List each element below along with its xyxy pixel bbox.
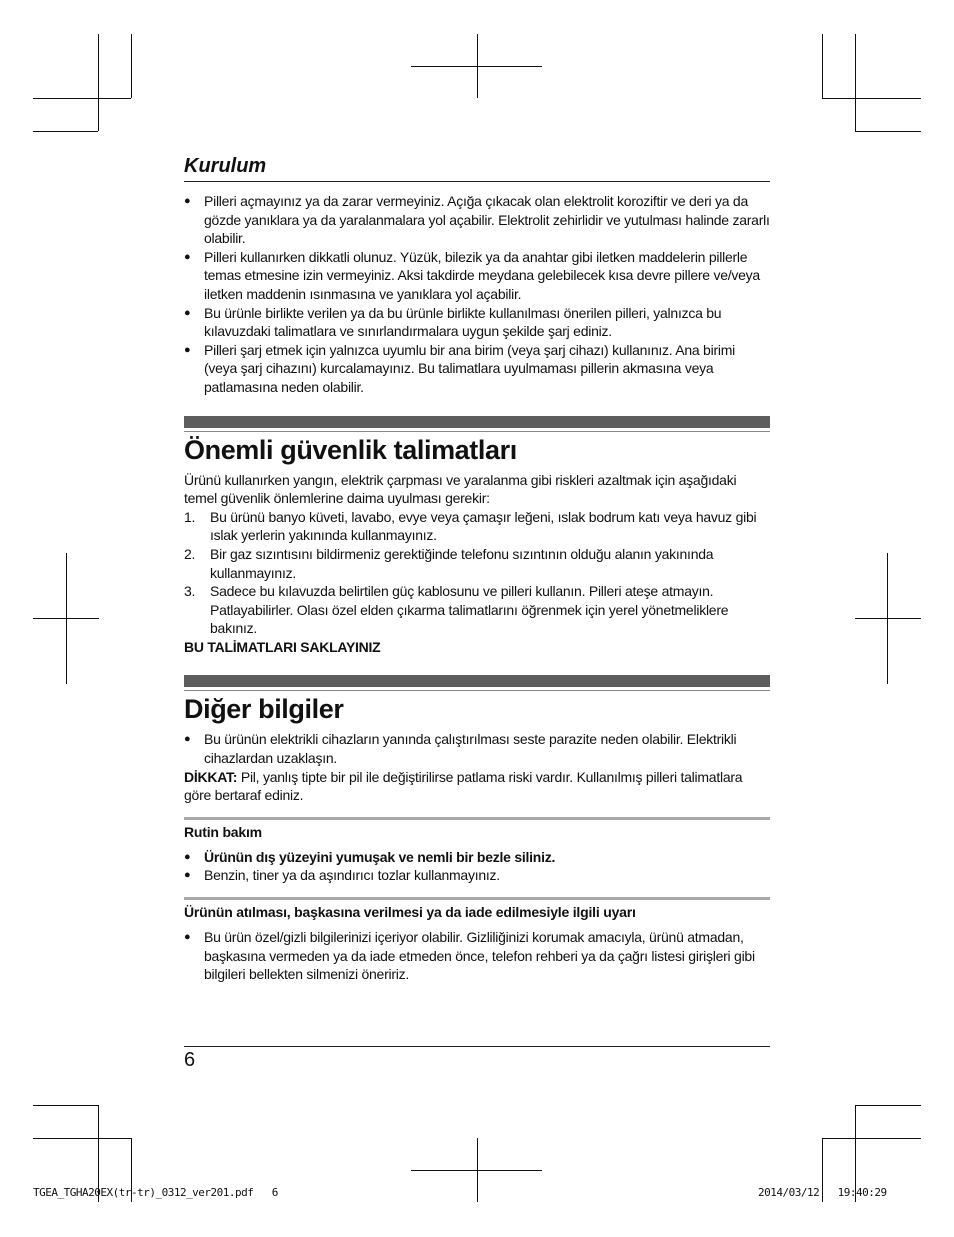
- list-item: ● Bu ürün özel/gizli bilgilerinizi içeriyor olabilir. Gizliliğinizi korumak amacıyla, ürünü atmadan, başkasına vermeden ya da iade etmeden önce, telefon rehberi ya da çağrı listesi girişleri gibi bilgileri bellekten silmenizi öneririz.: [184, 928, 770, 984]
- safety-intro: Ürünü kullanırken yangın, elektrik çarpması ve yaralanma gibi riskleri azaltmak için aşağıdaki temel güvenlik önlemlerine daima uyulması gerekir:: [184, 471, 737, 507]
- page-content: [184, 155, 770, 984]
- maintenance-heading: Rutin bakım: [184, 823, 262, 840]
- list-item: ● Bu ürünün elektrikli cihazların yanında çalıştırılması seste parazite neden olabilir. Elektrikli cihazlardan uzaklaşın.: [184, 730, 770, 767]
- list-item: ● Bu ürünle birlikte verilen ya da bu ürünle birlikte kullanılması önerilen pilleri, yalnızca bu kılavuzdaki talimatlara ve sınırlandırmalara uygun şekilde şarj ediniz.: [184, 304, 770, 341]
- section-header-bar: [184, 416, 770, 431]
- section-label: Kurulum: [184, 155, 770, 182]
- print-timestamp: 2014/03/12 19:40:29: [758, 1186, 887, 1199]
- subsection-rule: [184, 897, 770, 900]
- list-item: ● Pilleri kullanırken dikkatli olunuz. Yüzük, bilezik ya da anahtar gibi iletken maddelerin pillerle temas etmesine izin vermeyiniz. Aksi takdirde meydana gelebilecek kısa devre pillere ve/veya iletken maddenin ısınmasına ve yanıklara yol açabilir.: [184, 248, 770, 304]
- list-item: ● Pilleri açmayınız ya da zarar vermeyiniz. Açığa çıkacak olan elektrolit koroziftir ve deri ya da gözde yanıklara ya da yaralanmalara yol açabilir. Elektrolit zehirlidir ve yutulması halinde zararlı olabilir.: [184, 192, 770, 248]
- safety-heading: Önemli güvenlik talimatları: [184, 434, 517, 465]
- print-file-info: TGEA_TGHA20EX(tr-tr)_0312_ver201.pdf 6: [33, 1186, 278, 1199]
- list-item: 1. Bu ürünü banyo küveti, lavabo, evye veya çamaşır leğeni, ıslak bodrum katı veya havuz gibi ıslak yerlerin yakınında kullanmayınız.: [184, 508, 757, 544]
- battery-warnings-list: [184, 192, 770, 397]
- section-header-bar: [184, 675, 770, 690]
- list-item: ● Benzin, tiner ya da aşındırıcı tozlar kullanmayınız.: [184, 866, 770, 885]
- safety-list: [184, 508, 770, 638]
- list-item: 2. Bir gaz sızıntısını bildirmeniz gerektiğinde telefonu sızıntının olduğu alanın yakınında kullanmayınız.: [184, 545, 714, 581]
- page-number: 6: [184, 1049, 196, 1071]
- list-item: 3. Sadece bu kılavuzda belirtilen güç kablosunu ve pilleri kullanın. Pilleri ateşe atmayın. Patlayabilirler. Olası özel elden çıkarma talimatlarını öğrenmek için yerel yönetmeliklere bakınız.: [184, 583, 729, 637]
- list-item: ● Ürünün dış yüzeyini yumuşak ve nemli bir bezle siliniz.: [184, 848, 770, 867]
- save-instructions-note: BU TALİMATLARI SAKLAYINIZ: [184, 638, 381, 655]
- caution-label: DİKKAT:: [184, 768, 238, 785]
- other-info-heading: Diğer bilgiler: [184, 694, 344, 725]
- maintenance-list: [184, 848, 770, 885]
- subsection-rule: [184, 817, 770, 820]
- disposal-list: [184, 928, 770, 984]
- list-item: ● Pilleri şarj etmek için yalnızca uyumlu bir ana birim (veya şarj cihazı) kullanınız. Ana birimi (veya şarj cihazını) kurcalamayınız. Bu talimatlara uyulmaması pillerin akmasına veya patlamasına neden olabilir.: [184, 341, 770, 397]
- footer-rule: [184, 1046, 770, 1047]
- other-info-list: [184, 730, 770, 767]
- disposal-heading: Ürünün atılması, başkasına verilmesi ya da iade edilmesiyle ilgili uyarı: [184, 904, 636, 921]
- caution-paragraph: DİKKAT: Pil, yanlış tipte bir pil ile değiştirilirse patlama riski vardır. Kullanılmış pilleri talimatlara göre bertaraf ediniz.: [184, 768, 743, 804]
